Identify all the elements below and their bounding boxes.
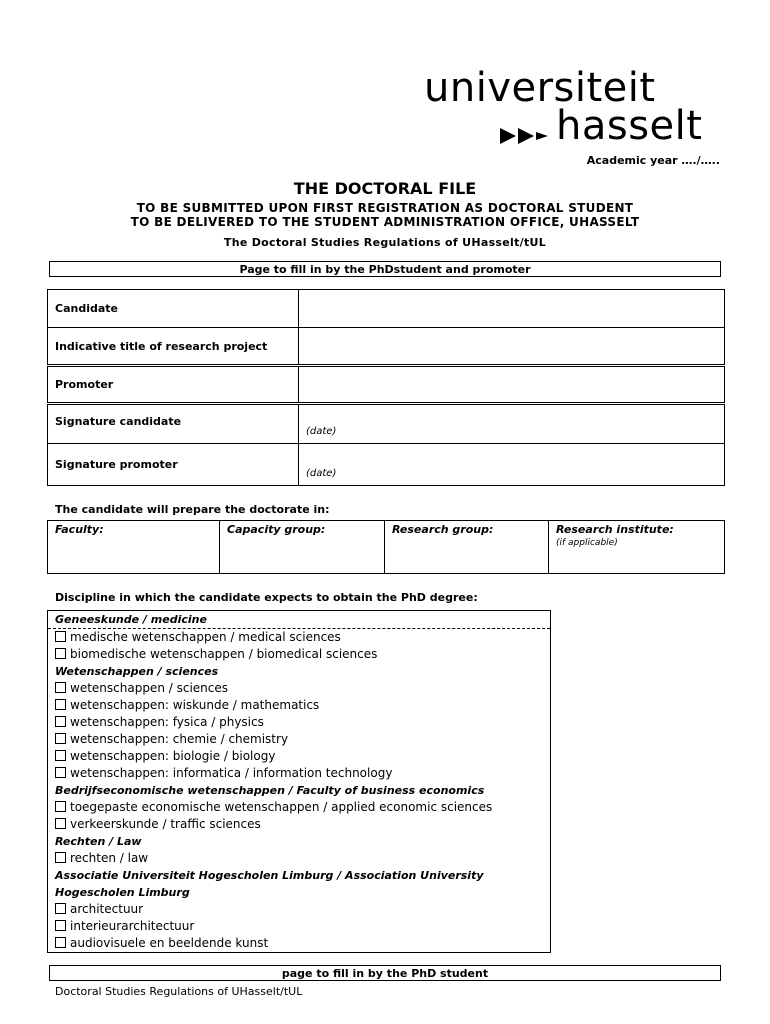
candidate-label: Candidate (48, 290, 299, 328)
academic-year: Academic year …./….. (586, 154, 720, 167)
faculty-cell[interactable] (48, 521, 220, 574)
fill-in-banner: Page to fill in by the PhDstudent and promoter (49, 261, 721, 277)
checkbox-icon[interactable] (55, 648, 66, 659)
capacity-label: Capacity group: (227, 523, 326, 536)
doctorate-table (47, 520, 725, 574)
logo-hasselt: hasselt (556, 103, 703, 149)
option-biology[interactable]: wetenschappen: biologie / biology (48, 748, 550, 765)
checkbox-icon[interactable] (55, 801, 66, 812)
category-association-cont: Hogescholen Limburg (55, 886, 190, 899)
doctorate-intro: The candidate will prepare the doctorate in: (55, 503, 330, 516)
research-institute-label: Research institute: (556, 523, 674, 536)
promoter-label: Promoter (48, 366, 299, 404)
discipline-list (47, 610, 551, 953)
checkbox-icon[interactable] (55, 699, 66, 710)
option-biomedical-sciences[interactable]: biomedische wetenschappen / biomedical sciences (48, 646, 550, 663)
option-physics[interactable]: wetenschappen: fysica / physics (48, 714, 550, 731)
option-mathematics[interactable]: wetenschappen: wiskunde / mathematics (48, 697, 550, 714)
category-medicine: Geneeskunde / medicine (48, 611, 550, 629)
option-sciences[interactable]: wetenschappen / sciences (48, 680, 550, 697)
student-fill-banner: page to fill in by the PhD student (49, 965, 721, 981)
sig-promoter-date[interactable]: (date) (299, 444, 725, 486)
checkbox-icon[interactable] (55, 903, 66, 914)
candidate-form (47, 289, 725, 486)
title-field[interactable] (299, 328, 725, 366)
option-applied-economic-sciences[interactable]: toegepaste economische wetenschappen / applied economic sciences (48, 799, 550, 816)
regulations-line: The Doctoral Studies Regulations of UHasselt/tUL (223, 236, 547, 249)
sig-promoter-label: Signature promoter (48, 444, 299, 486)
logo-universiteit: universiteit (424, 65, 656, 111)
subtitle-1: TO BE SUBMITTED UPON FIRST REGISTRATION AS DOCTORAL STUDENT (136, 201, 634, 215)
option-chemistry[interactable]: wetenschappen: chemie / chemistry (48, 731, 550, 748)
subtitle-2: TO BE DELIVERED TO THE STUDENT ADMINISTRATION OFFICE, UHASSELT (130, 215, 640, 229)
promoter-field[interactable] (299, 366, 725, 404)
sig-candidate-date[interactable]: (date) (299, 404, 725, 444)
category-law: Rechten / Law (55, 835, 142, 848)
page-title: THE DOCTORAL FILE (293, 179, 477, 198)
capacity-cell[interactable] (220, 521, 385, 574)
option-interior-architecture[interactable]: interieurarchitectuur (48, 918, 550, 935)
checkbox-icon[interactable] (55, 631, 66, 642)
checkbox-icon[interactable] (55, 733, 66, 744)
if-applicable-note: (if applicable) (556, 538, 618, 548)
title-label: Indicative title of research project (48, 328, 299, 366)
faculty-label: Faculty: (55, 523, 104, 536)
checkbox-icon[interactable] (55, 767, 66, 778)
checkbox-icon[interactable] (55, 818, 66, 829)
option-information-technology[interactable]: wetenschappen: informatica / information technology (48, 765, 550, 782)
checkbox-icon[interactable] (55, 750, 66, 761)
category-business-economics: Bedrijfseconomische wetenschappen / Faculty of business economics (55, 784, 485, 797)
discipline-intro: Discipline in which the candidate expects to obtain the PhD degree: (55, 591, 478, 604)
category-sciences: Wetenschappen / sciences (55, 665, 219, 678)
sig-candidate-label: Signature candidate (48, 404, 299, 444)
option-law[interactable]: rechten / law (48, 850, 550, 867)
research-group-label: Research group: (392, 523, 494, 536)
option-architecture[interactable]: architectuur (48, 901, 550, 918)
checkbox-icon[interactable] (55, 852, 66, 863)
option-medical-sciences[interactable]: medische wetenschappen / medical sciences (48, 629, 550, 646)
candidate-field[interactable] (299, 290, 725, 328)
checkbox-icon[interactable] (55, 920, 66, 931)
checkbox-icon[interactable] (55, 682, 66, 693)
category-association: Associatie Universiteit Hogescholen Limburg / Association University (55, 869, 484, 882)
research-group-cell[interactable] (385, 521, 549, 574)
checkbox-icon[interactable] (55, 937, 66, 948)
checkbox-icon[interactable] (55, 716, 66, 727)
research-institute-cell[interactable] (549, 521, 725, 574)
logo-arrows-icon (500, 126, 550, 146)
page-footer: Doctoral Studies Regulations of UHasselt/tUL (55, 985, 303, 998)
option-traffic-sciences[interactable]: verkeerskunde / traffic sciences (48, 816, 550, 833)
option-audiovisual-arts[interactable]: audiovisuele en beeldende kunst (48, 935, 550, 952)
